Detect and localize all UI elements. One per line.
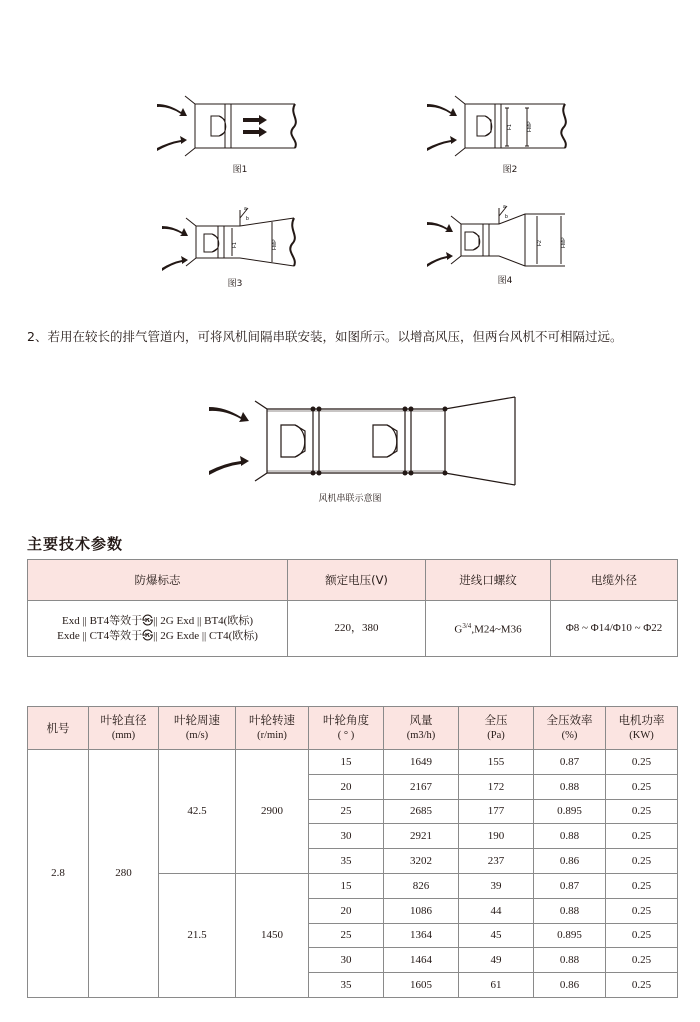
cell-angle: 30 — [309, 948, 384, 973]
perf-header-unit: (KW) — [629, 730, 654, 741]
thread-g: G — [454, 623, 463, 636]
cell-pressure: 61 — [459, 973, 534, 998]
explosion-mark-line-2: Exde || CT4等效于㉿|| 2G Exde || CT4(欧标) — [57, 629, 258, 642]
series-fan-diagram — [205, 393, 520, 488]
cell-power: 0.25 — [606, 948, 678, 973]
series-diagram-caption: 风机串联示意图 — [318, 494, 382, 504]
cell-flow: 3202 — [384, 849, 459, 874]
figure-4-label-f2: F2 — [537, 240, 543, 246]
cell-tip-speed: 42.5 — [159, 750, 236, 874]
perf-header-7 — [534, 707, 606, 750]
perf-header-8 — [606, 707, 678, 750]
cell-pressure: 237 — [459, 849, 534, 874]
cell-cable-diameter: Φ8 ~ Φ14/Φ10 ~ Φ22 — [551, 601, 678, 657]
cell-pressure: 172 — [459, 774, 534, 799]
cell-angle: 15 — [309, 873, 384, 898]
figure-1-diagram — [155, 90, 305, 162]
perf-header-unit: (m3/h) — [406, 730, 436, 741]
perf-header-name: 全压效率 — [546, 713, 593, 727]
cell-angle: 30 — [309, 824, 384, 849]
cell-power: 0.25 — [606, 849, 678, 874]
performance-table-body — [28, 750, 678, 998]
perf-header-name: 机号 — [46, 720, 70, 735]
cell-machine-no: 2.8 — [28, 750, 89, 998]
figure-4-label-a: a — [503, 204, 506, 210]
cell-angle: 20 — [309, 774, 384, 799]
perf-header-3 — [236, 707, 309, 750]
cell-efficiency: 0.86 — [534, 849, 606, 874]
cell-flow: 1086 — [384, 898, 459, 923]
cell-flow: 826 — [384, 873, 459, 898]
table-row — [28, 750, 678, 775]
figure-2-caption: 图2 — [502, 165, 518, 175]
cell-power: 0.25 — [606, 873, 678, 898]
cell-explosion-mark — [28, 601, 288, 657]
header-cable-diameter: 电缆外径 — [551, 560, 678, 601]
cell-power: 0.25 — [606, 799, 678, 824]
cell-efficiency: 0.86 — [534, 973, 606, 998]
perf-header-2 — [159, 707, 236, 750]
section-title: 主要技术参数 — [27, 535, 124, 553]
spec-table-row — [28, 601, 678, 657]
perf-header-name: 电机功率 — [618, 713, 665, 727]
perf-header-5 — [384, 707, 459, 750]
cell-diameter: 280 — [89, 750, 159, 998]
cell-efficiency: 0.895 — [534, 923, 606, 948]
cell-flow: 2167 — [384, 774, 459, 799]
cell-pressure: 177 — [459, 799, 534, 824]
perf-header-name: 叶轮周速 — [174, 713, 220, 727]
explosion-mark-line-1: Exd || BT4等效于㉿|| 2G Exd || BT4(欧标) — [61, 614, 254, 627]
performance-table — [27, 706, 678, 998]
perf-header-unit: (mm) — [111, 730, 136, 741]
cell-angle: 35 — [309, 973, 384, 998]
cell-pressure: 190 — [459, 824, 534, 849]
perf-header-6 — [459, 707, 534, 750]
cell-power: 0.25 — [606, 898, 678, 923]
figure-4-label-b: b — [505, 214, 508, 220]
figure-4-label-fmp: FMP — [561, 237, 567, 248]
cell-angle: 20 — [309, 898, 384, 923]
figure-2-label-fmp: FMP — [527, 121, 533, 132]
cell-angle: 15 — [309, 750, 384, 775]
cell-rpm: 1450 — [236, 873, 309, 997]
cell-efficiency: 0.88 — [534, 948, 606, 973]
perf-header-4 — [309, 707, 384, 750]
figure-3-diagram — [160, 200, 310, 280]
figure-3-caption: 图3 — [227, 279, 243, 289]
cell-power: 0.25 — [606, 923, 678, 948]
cell-efficiency: 0.895 — [534, 799, 606, 824]
cell-pressure: 155 — [459, 750, 534, 775]
cell-efficiency: 0.88 — [534, 774, 606, 799]
figure-3-label-b: b — [246, 216, 249, 222]
thread-sup: 3/4 — [462, 622, 472, 631]
perf-header-unit: ( ° ) — [337, 730, 355, 741]
cell-flow: 1605 — [384, 973, 459, 998]
figure-2-diagram — [425, 90, 575, 162]
figure-3-label-a: a — [244, 206, 247, 212]
perf-header-unit: (r/min) — [257, 730, 287, 741]
cell-efficiency: 0.88 — [534, 898, 606, 923]
figure-4-diagram — [425, 196, 575, 276]
cell-tip-speed: 21.5 — [159, 873, 236, 997]
cell-pressure: 39 — [459, 873, 534, 898]
perf-header-0 — [28, 707, 89, 750]
perf-header-name: 叶轮直径 — [100, 713, 147, 727]
cell-efficiency: 0.88 — [534, 824, 606, 849]
cell-pressure: 49 — [459, 948, 534, 973]
cell-power: 0.25 — [606, 824, 678, 849]
cell-power: 0.25 — [606, 973, 678, 998]
perf-header-name: 全压 — [484, 713, 508, 727]
perf-header-name: 叶轮转速 — [249, 713, 295, 727]
cell-efficiency: 0.87 — [534, 873, 606, 898]
perf-header-1 — [89, 707, 159, 750]
cell-pressure: 45 — [459, 923, 534, 948]
performance-table-header — [28, 707, 678, 750]
cell-angle: 25 — [309, 923, 384, 948]
cell-flow: 1649 — [384, 750, 459, 775]
perf-header-unit: (m/s) — [185, 730, 209, 741]
cell-flow: 1364 — [384, 923, 459, 948]
series-install-note: 2、若用在较长的排气管道内，可将风机间隔串联安装，如图所示。以增高风压，但两台风机不可相隔过远。 — [27, 329, 623, 344]
figure-1-caption: 图1 — [232, 165, 248, 175]
perf-header-name: 叶轮角度 — [323, 713, 369, 727]
spec-table — [27, 559, 678, 657]
cell-rated-voltage: 220，380 — [288, 601, 426, 657]
cell-power: 0.25 — [606, 750, 678, 775]
cell-angle: 25 — [309, 799, 384, 824]
header-rated-voltage: 额定电压(V) — [288, 560, 426, 601]
spec-table-header — [28, 560, 678, 601]
perf-header-unit: (%) — [561, 730, 578, 741]
figure-2-label-f1: F1 — [507, 124, 513, 130]
header-inlet-thread: 进线口螺纹 — [426, 560, 551, 601]
cell-flow: 1464 — [384, 948, 459, 973]
perf-header-name: 风量 — [409, 713, 433, 727]
perf-header-unit: (Pa) — [487, 730, 505, 741]
cell-power: 0.25 — [606, 774, 678, 799]
cell-inlet-thread — [426, 601, 551, 657]
figure-3-label-fmp: FMP — [272, 239, 278, 250]
thread-rest: ,M24~M36 — [471, 623, 522, 636]
cell-efficiency: 0.87 — [534, 750, 606, 775]
cell-angle: 35 — [309, 849, 384, 874]
cell-rpm: 2900 — [236, 750, 309, 874]
header-explosion-mark: 防爆标志 — [28, 560, 288, 601]
figure-4-caption: 图4 — [497, 276, 513, 286]
cell-pressure: 44 — [459, 898, 534, 923]
cell-flow: 2921 — [384, 824, 459, 849]
figure-3-label-f1: F1 — [232, 242, 238, 248]
cell-flow: 2685 — [384, 799, 459, 824]
